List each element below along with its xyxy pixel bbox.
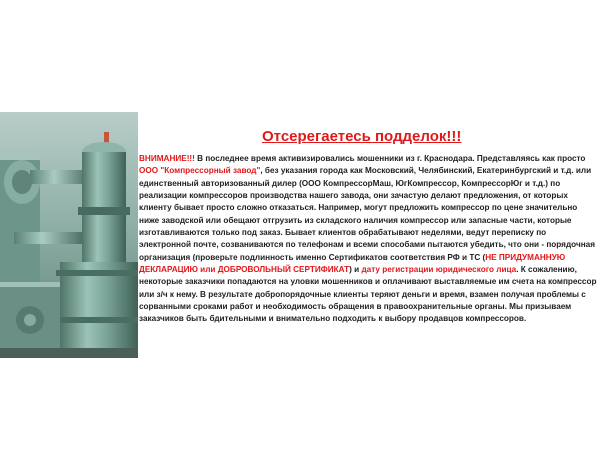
notice-text-part: ) и [349,265,362,275]
fraud-warning-text [139,153,598,326]
registration-date-note: дату регистрации юридического лица [361,265,517,275]
attention-label: ВНИМАНИЕ!!! [139,154,195,163]
declaration-warning: НЕ ПРИДУМАННУЮ ДЕКЛАРАЦИЮ или ДОБРОВОЛЬНЫЙ СЕРТИФИКАТ [139,252,566,275]
company-name: ООО "Компрессорный завод" [139,166,261,176]
notice-text-part: В последнее время активизировались мошенники из г. Краснодара. Представляясь как просто [194,154,586,163]
notice-text-part: , без указания города как Московский, Челябинский, Екатеринбургский и т.д. или единственный авторизованный дилер (ООО КомпрессорМаш, ЮгКомпрессор, КомпрессорЮг и т.д.) по реализации компрессоров производства нашего завода, они зачастую делают предложения, от которых клиенту бывает просто сложно отказаться. Например, могут предложить компрессор по цене значительно ниже заводской или обещают отгрузить из складского наличия компрессор или запасные части, которые изготавливаются только под заказ. Бывает клиентов обрабатывают неделями, ведут переписку по электронной почте, созваниваются по телефонам и всеми способами пытаются убедить, что они - порядочная организация (проверьте подлинность именно Сертификатов соответствия РФ и ТС ( [139,166,595,262]
notice-text-part: . К сожалению, некоторые заказчики попадаются на уловки мошенников и оплачивают выставляемые им счета на компрессор или з/ч к нему. В результате добропорядочные клиенты теряют деньги и время, взамен получая проблемы с сорванными сроками работ и необходимость обращения в правоохранительные органы. Мы призываем заказчиков быть бдительными и внимательно подходить к выбору продавцов компрессоров. [139,265,597,324]
compressor-photo [0,112,138,358]
warning-headline: Отсерегаетесь подделок!!! [262,128,462,145]
